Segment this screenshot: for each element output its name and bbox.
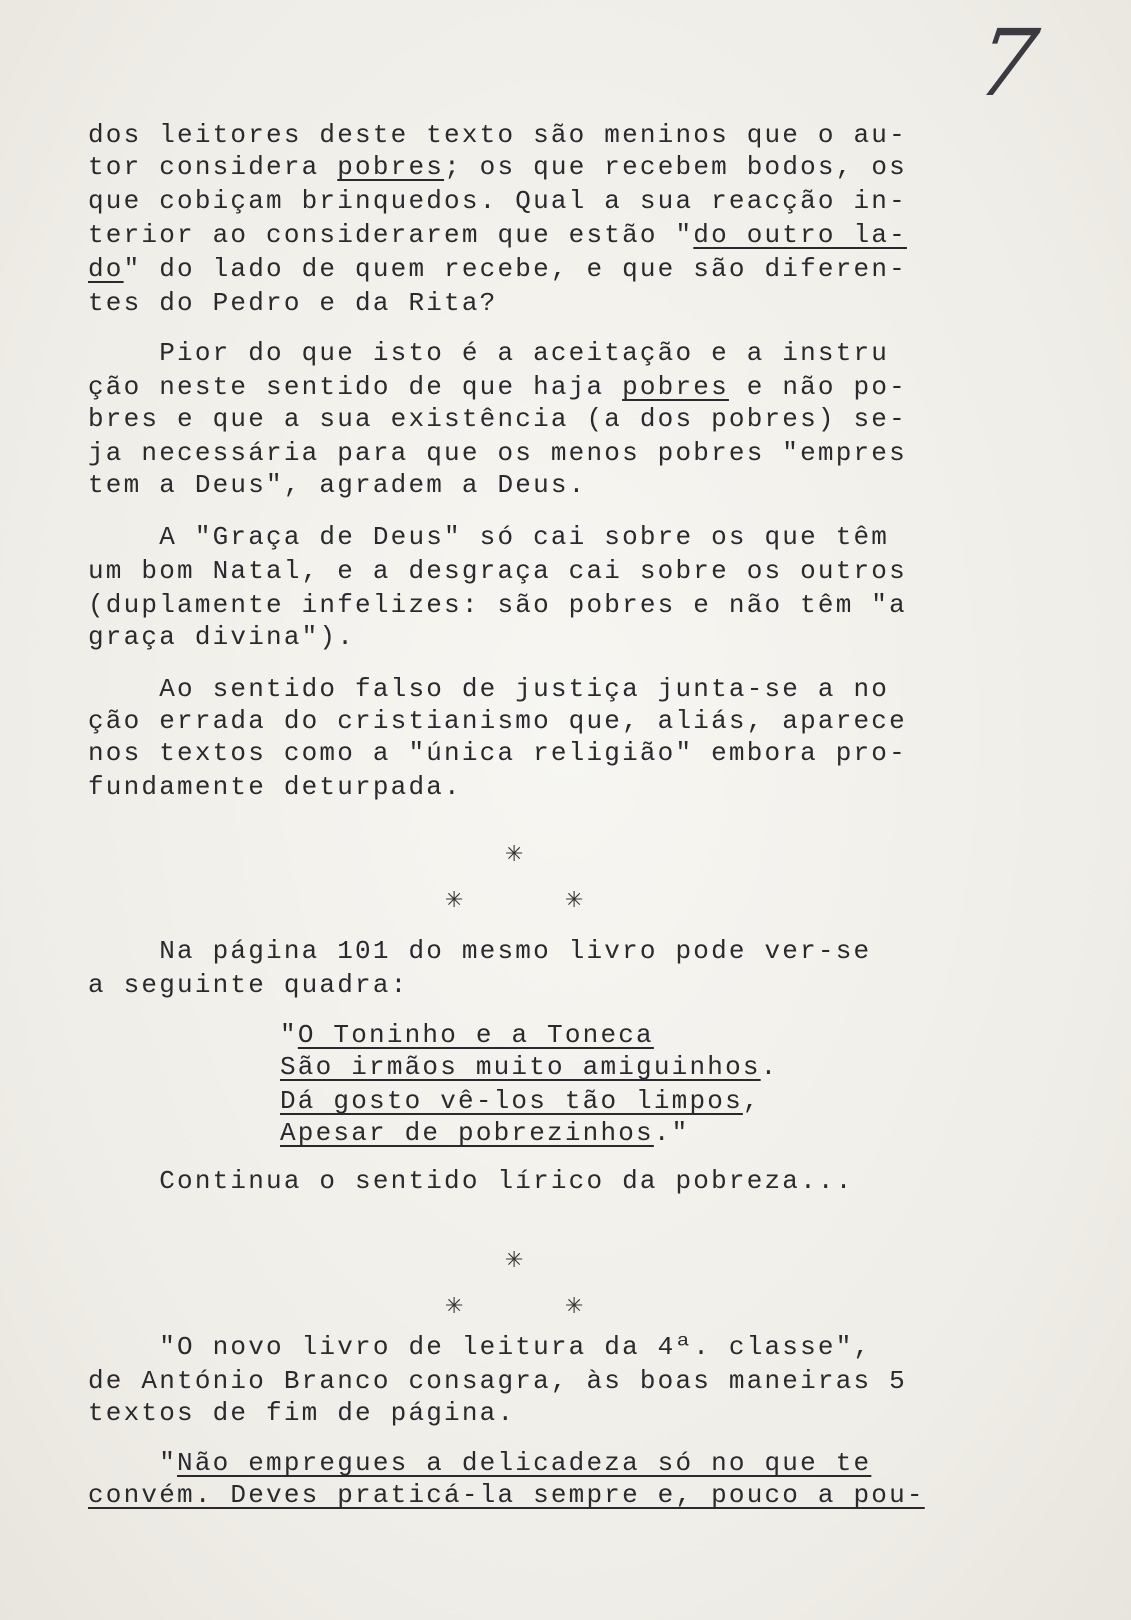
underlined-text: São irmãos muito amiguinhos bbox=[280, 1052, 761, 1082]
text-segment: Continua o sentido lírico da pobreza... bbox=[88, 1166, 854, 1196]
text-segment: " do lado de quem recebe, e que são diferen- bbox=[123, 254, 907, 284]
text-segment: um bom Natal, e a desgraça cai sobre os outros bbox=[88, 556, 907, 586]
text-segment: de António Branco consagra, às boas maneiras 5 bbox=[88, 1366, 907, 1396]
text-segment: ção errada do cristianismo que, aliás, aparece bbox=[88, 706, 907, 736]
text-segment: ja necessária para que os menos pobres "empres bbox=[88, 438, 907, 468]
text-segment: nos textos como a "única religião" embora pro- bbox=[88, 738, 907, 768]
text-line bbox=[88, 218, 907, 252]
text-segment: (duplamente infelizes: são pobres e não têm "a bbox=[88, 590, 907, 620]
text-line bbox=[88, 118, 907, 152]
text-line bbox=[88, 1330, 871, 1364]
text-segment: Na página 101 do mesmo livro pode ver-se bbox=[88, 936, 872, 966]
underlined-text: pobres bbox=[622, 372, 729, 402]
text-segment: que cobiçam brinquedos. Qual a sua reacção in- bbox=[88, 186, 907, 216]
text-segment: Pior do que isto é a aceitação e a instru bbox=[88, 338, 890, 368]
text-line bbox=[88, 252, 907, 286]
text-line bbox=[88, 436, 907, 470]
text-line bbox=[88, 520, 889, 554]
text-segment: ." bbox=[653, 1118, 690, 1148]
text-line bbox=[88, 1364, 907, 1398]
underlined-text: Dá gosto vê-los tão limpos bbox=[280, 1086, 743, 1116]
text-segment: textos de fim de página. bbox=[88, 1398, 516, 1428]
text-line bbox=[88, 1396, 515, 1430]
poem-line bbox=[280, 1018, 654, 1052]
page-number: 7 bbox=[970, 10, 1045, 117]
text-segment: dos leitores deste texto são meninos que o au- bbox=[88, 120, 907, 150]
section-break-1-left: ✳ bbox=[445, 888, 464, 913]
section-break-1-right: ✳ bbox=[565, 888, 584, 913]
text-line bbox=[88, 934, 871, 968]
text-segment: Ao sentido falso de justiça junta-se a no bbox=[88, 674, 890, 704]
text-line bbox=[88, 336, 889, 370]
text-line bbox=[88, 704, 907, 738]
text-line bbox=[88, 370, 907, 404]
text-line bbox=[88, 1164, 854, 1198]
text-segment: . bbox=[760, 1052, 779, 1082]
section-break-2-top: ✳ bbox=[505, 1248, 524, 1273]
text-line bbox=[88, 620, 355, 654]
text-line bbox=[88, 588, 907, 622]
text-segment: A "Graça de Deus" só cai sobre os que têm bbox=[88, 522, 890, 552]
text-segment: fundamente deturpada. bbox=[88, 772, 462, 802]
section-break-2-left: ✳ bbox=[445, 1294, 464, 1319]
text-line bbox=[88, 1478, 925, 1512]
text-line bbox=[88, 150, 907, 184]
underlined-text: do bbox=[88, 254, 124, 284]
text-line bbox=[88, 402, 907, 436]
text-segment: terior ao considerarem que estão " bbox=[88, 220, 694, 250]
text-line bbox=[88, 286, 497, 320]
text-segment: tes do Pedro e da Rita? bbox=[88, 288, 498, 318]
text-line bbox=[88, 968, 408, 1002]
text-line bbox=[88, 1446, 871, 1480]
text-line bbox=[88, 554, 907, 588]
text-line bbox=[88, 672, 889, 706]
section-break-2-right: ✳ bbox=[565, 1294, 584, 1319]
text-segment: graça divina"). bbox=[88, 622, 356, 652]
text-line bbox=[88, 736, 907, 770]
underlined-text: do outro la- bbox=[693, 220, 907, 250]
section-break-1-top: ✳ bbox=[505, 842, 524, 867]
text-segment: e não po- bbox=[728, 372, 907, 402]
underlined-text: Não empregues a delicadeza só no que te bbox=[177, 1448, 872, 1478]
underlined-text: O Toninho e a Toneca bbox=[297, 1020, 654, 1050]
text-segment: "O novo livro de leitura da 4ª. classe", bbox=[88, 1332, 872, 1362]
text-segment: , bbox=[742, 1086, 761, 1116]
poem-line bbox=[280, 1084, 761, 1118]
text-segment: " bbox=[280, 1020, 298, 1050]
poem-line bbox=[280, 1116, 689, 1150]
text-segment: bres e que a sua existência (a dos pobres) se- bbox=[88, 404, 907, 434]
underlined-text: convém. Deves praticá-la sempre e, pouco a pou- bbox=[88, 1480, 925, 1510]
underlined-text: pobres bbox=[337, 152, 445, 182]
text-segment: ção neste sentido de que haja bbox=[88, 372, 623, 402]
text-line bbox=[88, 184, 907, 218]
text-line bbox=[88, 770, 462, 804]
text-segment: tem a Deus", agradem a Deus. bbox=[88, 470, 587, 500]
text-line bbox=[88, 468, 586, 502]
text-segment: tor considera bbox=[88, 152, 338, 182]
underlined-text: Apesar de pobrezinhos bbox=[280, 1118, 654, 1148]
text-segment: ; os que recebem bodos, os bbox=[444, 152, 907, 182]
text-segment: " bbox=[88, 1448, 178, 1478]
text-segment: a seguinte quadra: bbox=[88, 970, 409, 1000]
poem-line bbox=[280, 1050, 778, 1084]
